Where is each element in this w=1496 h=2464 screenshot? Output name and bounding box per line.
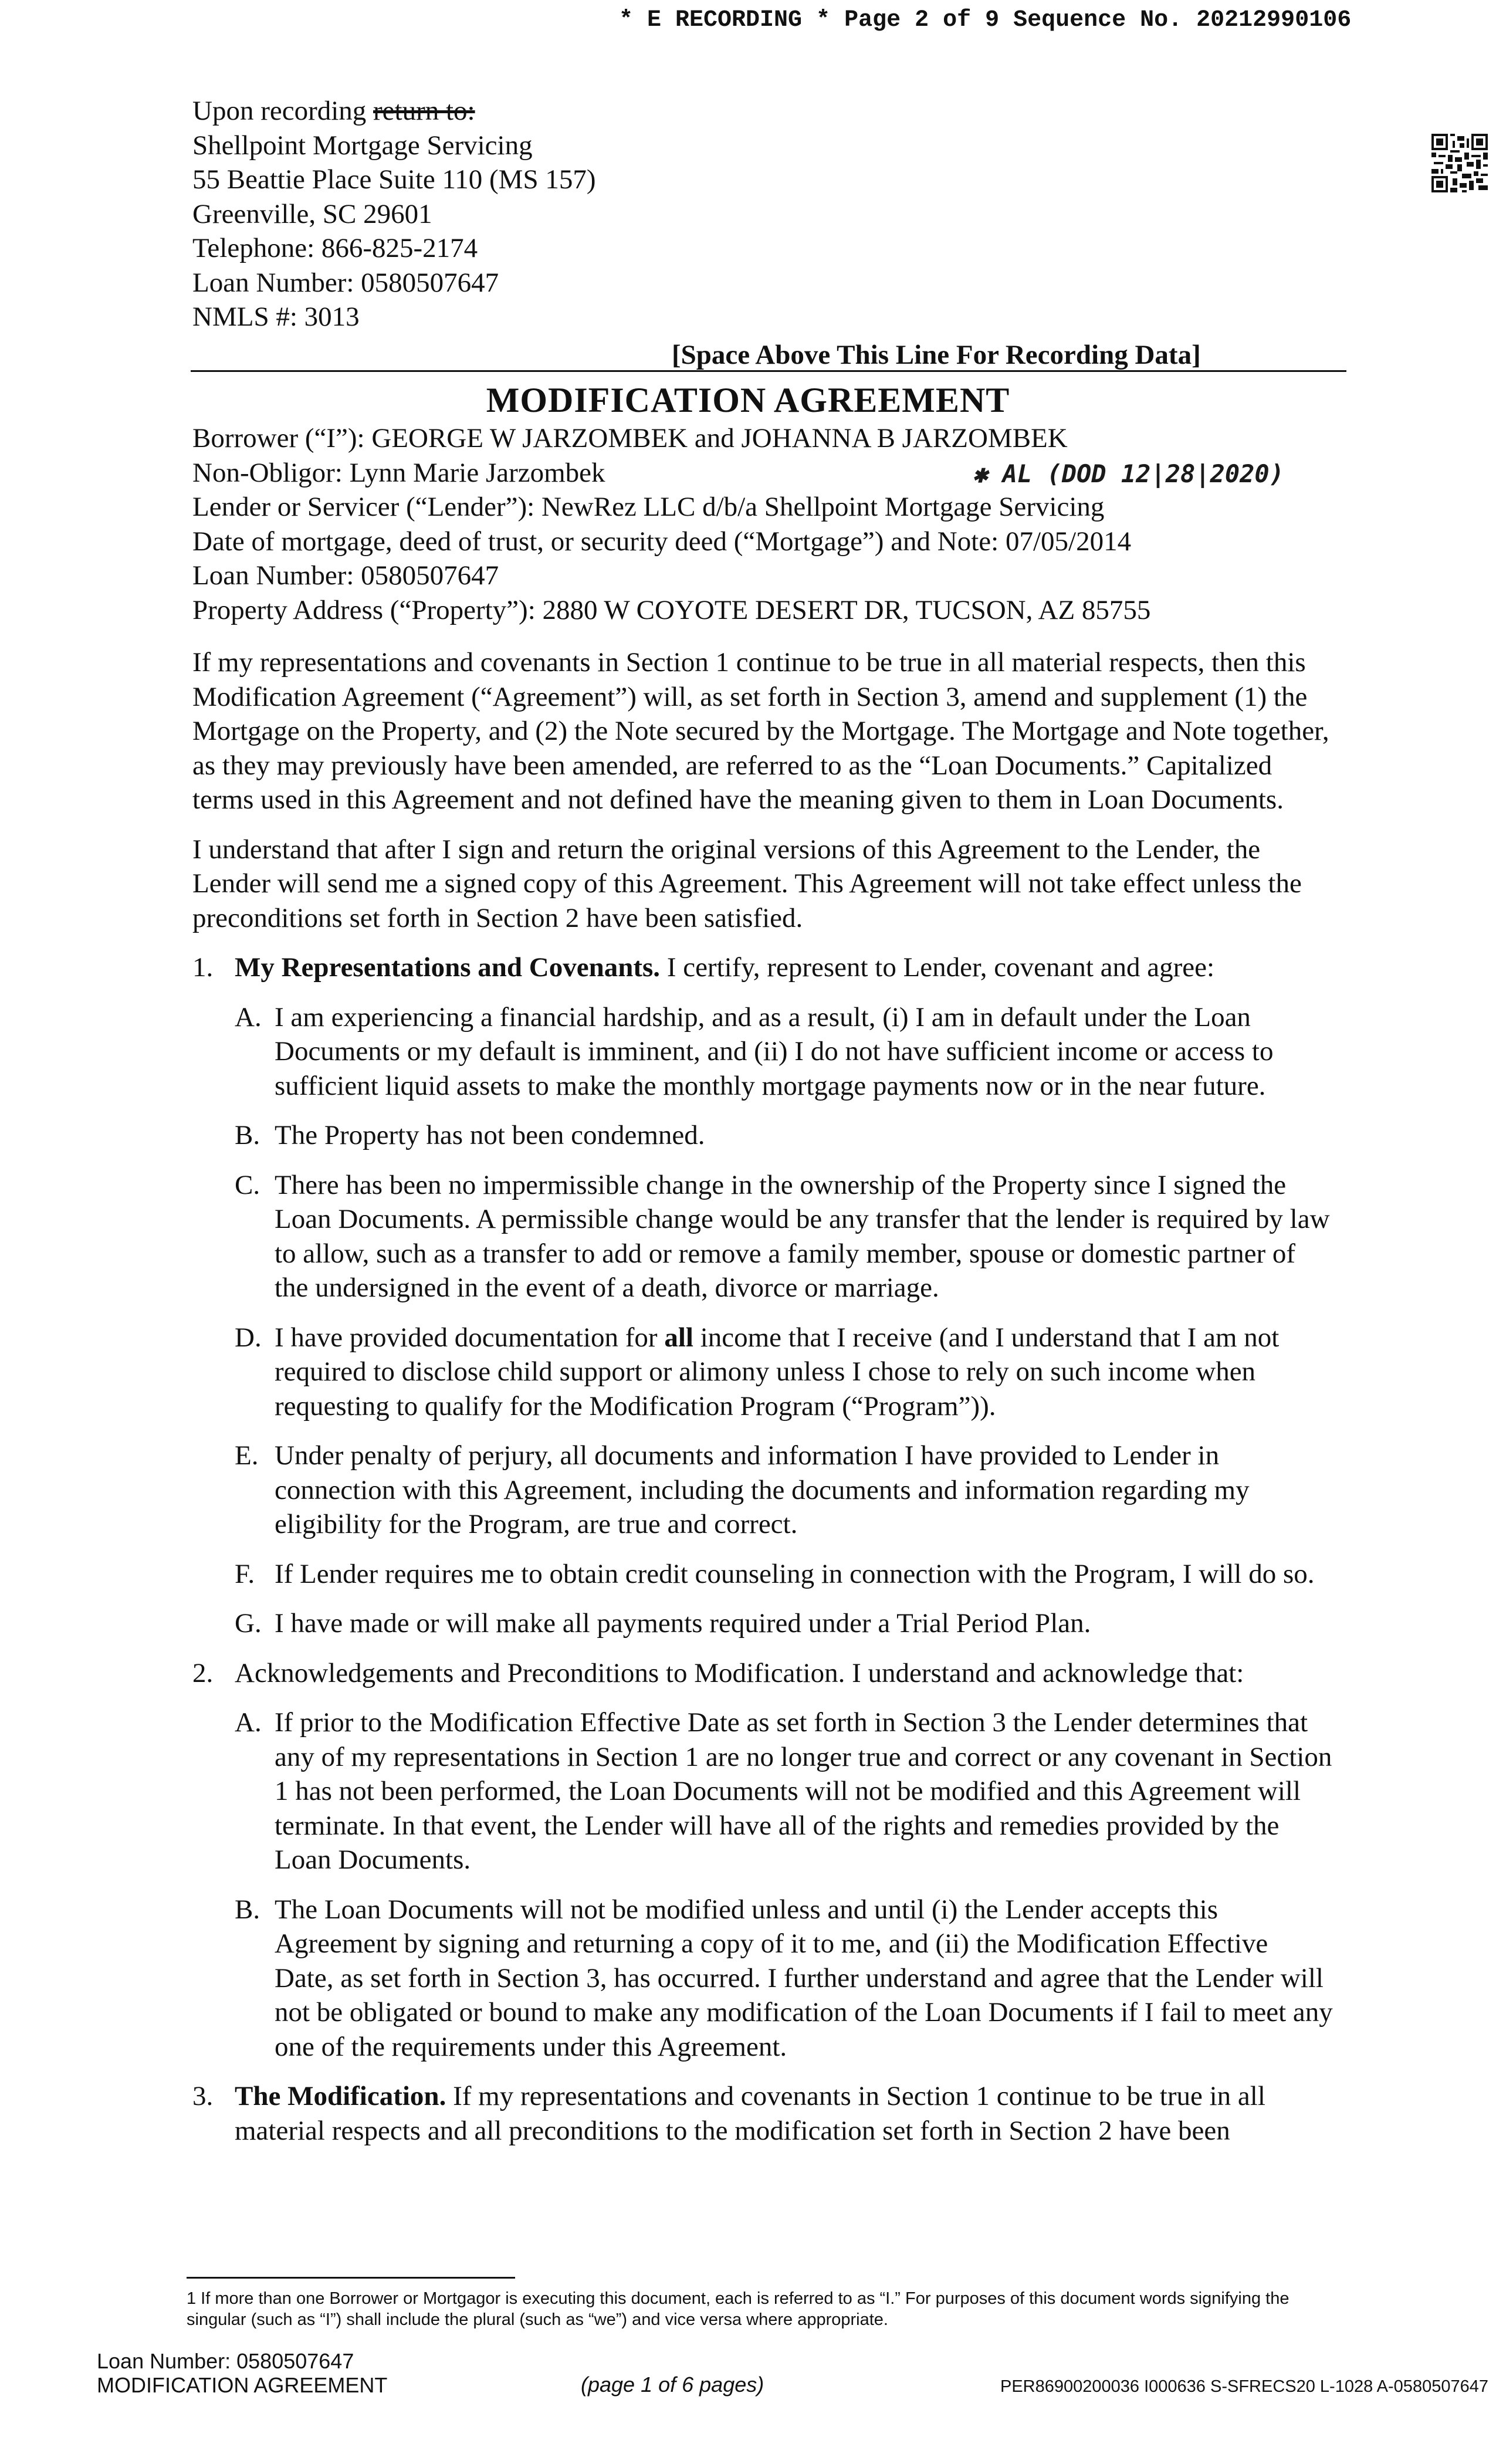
- return-address-block: [192, 94, 596, 334]
- mortgage-date-line: Date of mortgage, deed of trust, or security deed (“Mortgage”) and Note: 07/05/2014: [192, 526, 1132, 557]
- section-1: [192, 950, 1333, 985]
- list-item: [192, 1000, 1333, 1104]
- list-item: [192, 1705, 1333, 1877]
- item-letter: C.: [235, 1169, 260, 1200]
- item-letter: D.: [235, 1322, 262, 1353]
- item-letter: A.: [235, 1001, 262, 1033]
- section-text: I certify, represent to Lender, covenant and agree:: [660, 952, 1215, 983]
- section-3: [192, 2079, 1333, 2148]
- list-item: [192, 1168, 1333, 1305]
- parties-loan-number: Loan Number: 0580507647: [192, 560, 499, 591]
- footer-loan-number: Loan Number: 0580507647: [97, 2349, 354, 2373]
- item-text-bold: all: [664, 1322, 693, 1353]
- agreement-body: [192, 645, 1333, 2163]
- space-above-label: [Space Above This Line For Recording Data]: [672, 340, 1201, 370]
- footer-left: [97, 2349, 387, 2397]
- list-item: [192, 1321, 1333, 1424]
- non-obligor-line: [192, 456, 1366, 490]
- servicer-name: Shellpoint Mortgage Servicing: [192, 130, 533, 161]
- footer-page-number: (page 1 of 6 pages): [581, 2372, 764, 2397]
- item-letter: E.: [235, 1440, 259, 1471]
- parties-block: [192, 421, 1366, 627]
- section-number: 2.: [192, 1657, 214, 1688]
- item-text: There has been no impermissible change in the ownership of the Property since I signed the Loan Documents. A permissible change would be any transfer that the lender is required by law to allow, such as a transfer to add or remove a family member, spouse or domestic partner of the undersigned in the event of a death, divorce or marriage.: [275, 1169, 1330, 1303]
- section-heading: The Modification.: [235, 2081, 446, 2111]
- item-text: Under penalty of perjury, all documents and information I have provided to Lender in connection with this Agreement, including the documents and information regarding my eligibility for the Program, are true and correct.: [275, 1440, 1250, 1539]
- servicer-telephone: Telephone: 866-825-2174: [192, 233, 478, 263]
- section-2: [192, 1656, 1333, 1691]
- section-text: Acknowledgements and Preconditions to Modification. I understand and acknowledge that:: [235, 1657, 1244, 1688]
- item-text-end: income that I receive (and I understand that I am not required to disclose child support or alimony unless I chose to rely on such income when requesting to qualify for the Modification Program (“Program”)).: [275, 1322, 1280, 1421]
- item-text: I have made or will make all payments required under a Trial Period Plan.: [275, 1608, 1091, 1639]
- list-item: [192, 1557, 1333, 1592]
- item-text: If prior to the Modification Effective Date as set forth in Section 3 the Lender determines that any of my representations in Section 1 are no longer true and correct or any covenant in Section 1 has not been performed, the Loan Documents will not be modified and this Agreement will terminate. In that event, the Lender will have all of the rights and remedies provided by the Loan Documents.: [275, 1707, 1332, 1875]
- servicer-address-1: 55 Beattie Place Suite 110 (MS 157): [192, 164, 596, 195]
- footer-form-code: PER86900200036 I000636 S-SFRECS20 L-1028 A-0580507647: [1000, 2377, 1488, 2396]
- list-item: [192, 1606, 1333, 1641]
- intro-paragraph-2: I understand that after I sign and return the original versions of this Agreement to the Lender, the Lender will send me a signed copy of this Agreement. This Agreement will not take effect unless the preconditions set forth in Section 2 have been satisfied.: [192, 834, 1302, 933]
- servicer-address-2: Greenville, SC 29601: [192, 198, 432, 229]
- item-letter: G.: [235, 1608, 262, 1639]
- item-text-start: I have provided documentation for: [275, 1322, 665, 1353]
- footnote: 1 If more than one Borrower or Mortgagor is executing this document, each is referred to as “I.” For purposes of this document words signifying the singular (such as “I”) shall include the plural (such as “we”) and vice versa where appropriate.: [187, 2289, 1289, 2329]
- list-item: [192, 1439, 1333, 1542]
- handwritten-annotation: ✱ AL (DOD 12|28|2020): [973, 459, 1285, 488]
- struck-return-to: return to:: [373, 96, 475, 126]
- section-heading: My Representations and Covenants.: [235, 952, 661, 983]
- item-letter: A.: [235, 1707, 262, 1738]
- recording-header: * E RECORDING * Page 2 of 9 Sequence No. 20212990106: [619, 7, 1352, 33]
- footnote-rule: [187, 2277, 515, 2279]
- nmls-number: NMLS #: 3013: [192, 302, 360, 332]
- item-letter: B.: [235, 1894, 260, 1925]
- section-number: 3.: [192, 2081, 214, 2111]
- item-text: The Loan Documents will not be modified unless and until (i) the Lender accepts this Agreement by signing and returning a copy of it to me, and (ii) the Modification Effective Date, as set forth in Section 3, has occurred. I further understand and agree that the Lender will not be obligated or bound to make any modification of the Loan Documents if I fail to meet any one of the requirements under this Agreement.: [275, 1894, 1333, 2062]
- item-text: I am experiencing a financial hardship, and as a result, (i) I am in default under the Loan Documents or my default is imminent, and (ii) I do not have sufficient income or access to sufficient liquid assets to make the monthly mortgage payments now or in the near future.: [275, 1001, 1274, 1101]
- section-text: If my representations and covenants in Section 1 continue to be true in all material respects and all preconditions to the modification set forth in Section 2 have been: [235, 2081, 1265, 2146]
- upon-recording-text: Upon recording: [192, 96, 367, 126]
- qr-code-icon: [1431, 134, 1488, 192]
- section-number: 1.: [192, 952, 214, 983]
- list-item: [192, 1893, 1333, 2064]
- borrower-line: Borrower (“I”): GEORGE W JARZOMBEK and JOHANNA B JARZOMBEK: [192, 423, 1068, 453]
- upon-recording-line: [192, 94, 596, 128]
- item-text: The Property has not been condemned.: [275, 1120, 705, 1150]
- document-title: MODIFICATION AGREEMENT: [486, 381, 1010, 419]
- item-text: If Lender requires me to obtain credit counseling in connection with the Program, I will do so.: [275, 1558, 1315, 1589]
- intro-paragraph-1: If my representations and covenants in Section 1 continue to be true in all material respects, then this Modification Agreement (“Agreement”) will, as set forth in Section 3, amend and supplement (1) the Mortgage on the Property, and (2) the Note secured by the Mortgage. The Mortgage and Note together, as they may previously have been amended, are referred to as the “Loan Documents.” Capitalized terms used in this Agreement and not defined have the meaning given to them in Loan Documents.: [192, 647, 1329, 815]
- list-item: [192, 1118, 1333, 1153]
- non-obligor-text: Non-Obligor: Lynn Marie Jarzombek: [192, 457, 605, 488]
- property-address-line: Property Address (“Property”): 2880 W COYOTE DESERT DR, TUCSON, AZ 85755: [192, 594, 1151, 625]
- item-letter: B.: [235, 1120, 260, 1150]
- footer-doc-name: MODIFICATION AGREEMENT: [97, 2373, 388, 2397]
- item-letter: F.: [235, 1558, 255, 1589]
- lender-line: Lender or Servicer (“Lender”): NewRez LLC d/b/a Shellpoint Mortgage Servicing: [192, 492, 1105, 522]
- return-loan-number: Loan Number: 0580507647: [192, 267, 499, 298]
- recording-data-divider: [191, 340, 1346, 372]
